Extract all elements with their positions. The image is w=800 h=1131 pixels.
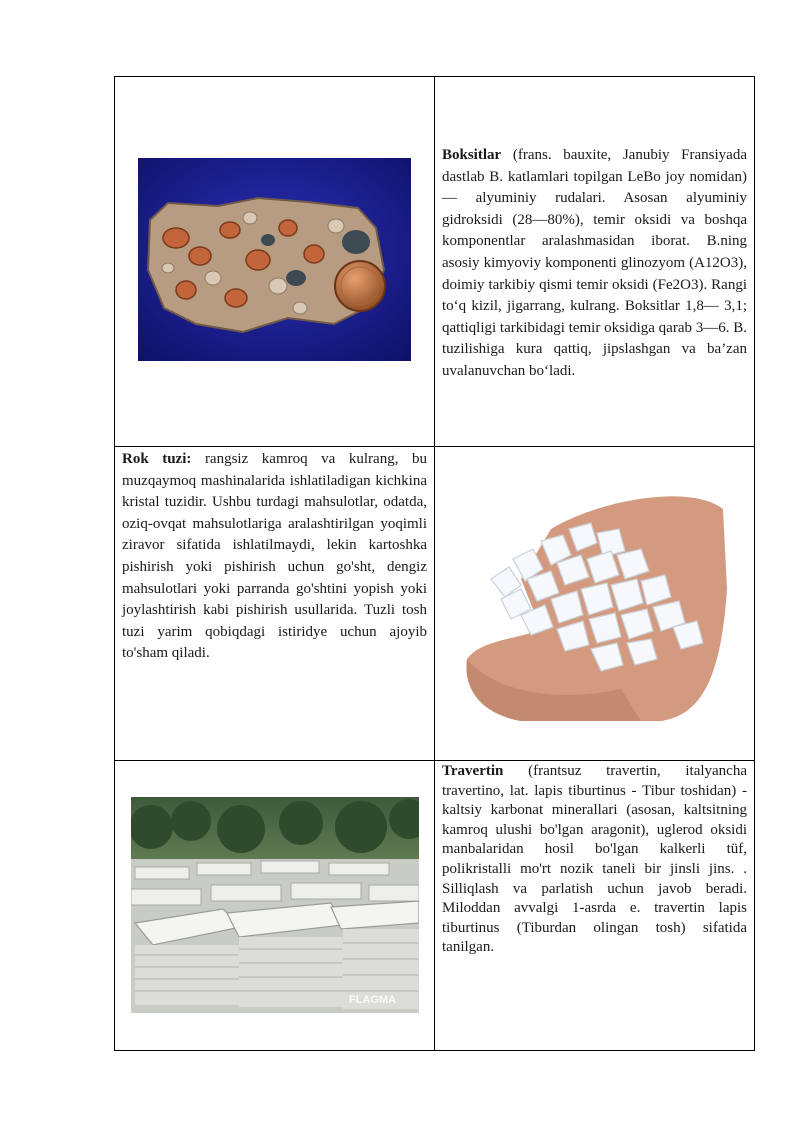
rock-salt-paragraph: [115, 447, 434, 665]
rock-salt-term: Rok tuzi:: [122, 451, 192, 467]
table-row-rock-salt: [115, 447, 755, 761]
bauxite-paragraph: [435, 77, 754, 383]
bauxite-term: Boksitlar: [442, 147, 502, 163]
travertine-text-cell: [435, 761, 755, 1051]
bauxite-text-cell: [435, 77, 755, 447]
rock-salt-photo: [461, 489, 729, 725]
flagma-watermark: FLAGMA: [349, 994, 397, 1006]
travertine-description: (frantsuz travertin, italyancha travertino, lat. lapis tiburtinus - Tibur toshidan) - kaltsiy karbonat minerallari (asosan, kaltsitning kamroq ulushi bo'lgan aragonit), uglerod oksidi manbalaridan hosil bo'lgan kalkerli tüf, polikristalli mo'rt nozik taneli bir jinsli jins. . Silliqlash va parlatish uchun javob beradi. Miloddan avvalgi 1-asrda e. travertin lapis tiburtinus (Tiburdan olingan tosh) sifatida tanilgan.: [442, 763, 747, 956]
bauxite-description: (frans. bauxite, Janubiy Fransiyada dastlab B. katlamlari topilgan LeBo joy nomidan) — alyuminiy rudalari. Asosan alyuminiy gidroksidi (28—80%), temir oksidi va boshqa komponentlar aralashmasidan iborat. B.ning asosiy kimyoviy komponenti glinozyom (A12O3), doimiy tarkibiy qismi temir oksidi (Fe2O3). Rangi to‘q kizil, jigarrang, kulrang. Boksitlar 1,8— 3,1; qattiqligi tarkibidagi temir oksidiga qarab 3—6. B. tuzilishiga kura qattiq, jipslashgan va ba’zan uvalanuvchan bo‘ladi.: [442, 147, 747, 379]
rock-salt-image-cell: [435, 447, 755, 761]
minerals-table: [114, 76, 755, 1051]
table-row-travertine: [115, 761, 755, 1051]
table-row-bauxite: [115, 77, 755, 447]
travertine-paragraph: [435, 761, 754, 958]
travertine-image-cell: [115, 761, 435, 1051]
travertine-photo: [131, 797, 419, 1013]
rock-salt-text-cell: [115, 447, 435, 761]
bauxite-image-cell: [115, 77, 435, 447]
travertine-term: Travertin: [442, 763, 504, 779]
rock-salt-description: rangsiz kamroq va kulrang, bu muzqaymoq mashinalarida ishlatiladigan kichkina kristal tuzidir. Ushbu turdagi mahsulotlar, odatda, oziq-ovqat mahsulotlariga aralashtirilgan yoqimli ziravor sifatida ishlatilmaydi, lekin kartoshka pishirish yoki pishirish uchun go'sht, dengiz mahsulotlari yoki parranda go'shtini yopish yoki joylashtirish kabi pishirish usullarida. Tuzli tosh tuzi yarim qobiqdagi istiridye uchun ajoyib to'sham qiladi.: [122, 451, 427, 662]
bauxite-photo: [138, 158, 411, 361]
